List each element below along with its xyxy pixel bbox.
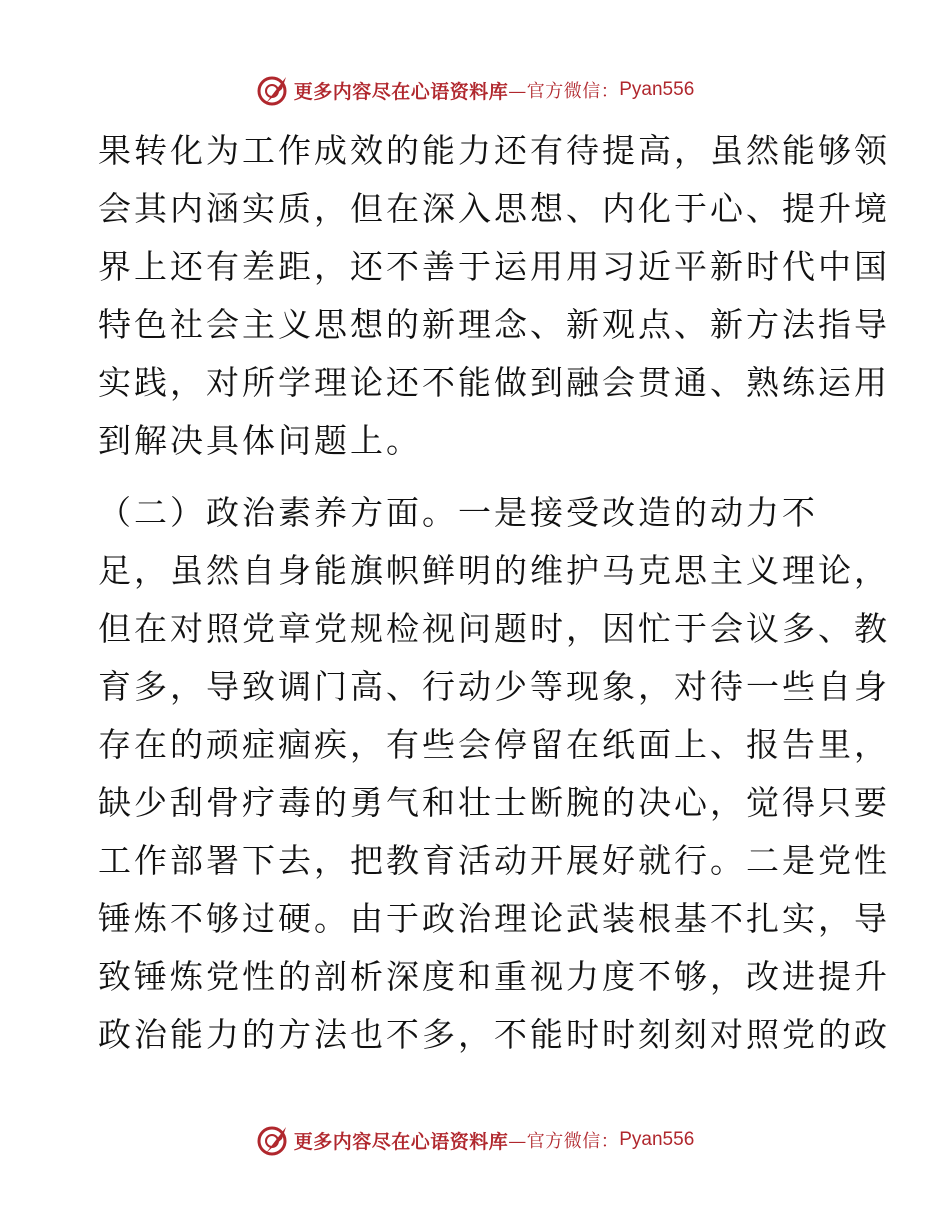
header-watermark [0, 70, 950, 110]
feather-logo-icon [256, 73, 290, 107]
text-line: （二）政治素养方面。一是接受改造的动力不 [98, 493, 818, 532]
text-line: 工作部署下去，把教育活动开展好就行。二是党性 [98, 841, 890, 880]
text-line: 政治能力的方法也不多，不能时时刻刻对照党的政 [98, 1015, 890, 1054]
text-line: 特色社会主义思想的新理念、新观点、新方法指导 [98, 305, 890, 344]
document-body [98, 122, 890, 1064]
text-line: 育多，导致调门高、行动少等现象，对待一些自身 [98, 667, 890, 706]
watermark-tail-text: —官方微信： [508, 81, 620, 102]
paragraph-1 [98, 122, 890, 470]
text-line: 果转化为工作成效的能力还有待提高，虽然能够领 [98, 131, 890, 170]
text-line: 锤炼不够过硬。由于政治理论武装根基不扎实，导 [98, 899, 890, 938]
text-line: 实践，对所学理论还不能做到融会贯通、熟练运用 [98, 363, 890, 402]
paragraph-2 [98, 484, 890, 1064]
text-line: 界上还有差距，还不善于运用用习近平新时代中国 [98, 247, 890, 286]
text-line: 足，虽然自身能旗帜鲜明的维护马克思主义理论， [98, 551, 890, 590]
text-line: 缺少刮骨疗毒的勇气和壮士断腕的决心，觉得只要 [98, 783, 890, 822]
watermark-lead-text: 更多内容尽在心语资料库 [293, 1130, 509, 1153]
watermark-handle: Pyan556 [619, 1129, 695, 1150]
text-line: 会其内涵实质，但在深入思想、内化于心、提升境 [98, 189, 890, 228]
watermark-tail-text: —官方微信： [508, 1131, 620, 1152]
text-line: 存在的顽症痼疾，有些会停留在纸面上、报告里， [98, 725, 890, 764]
feather-logo-icon [256, 1123, 290, 1157]
text-line: 致锤炼党性的剖析深度和重视力度不够，改进提升 [98, 957, 890, 996]
watermark-handle: Pyan556 [619, 79, 695, 100]
text-line: 到解决具体问题上。 [98, 421, 422, 460]
watermark-lead-text: 更多内容尽在心语资料库 [293, 80, 509, 103]
text-line: 但在对照党章党规检视问题时，因忙于会议多、教 [98, 609, 890, 648]
footer-watermark [0, 1120, 950, 1160]
